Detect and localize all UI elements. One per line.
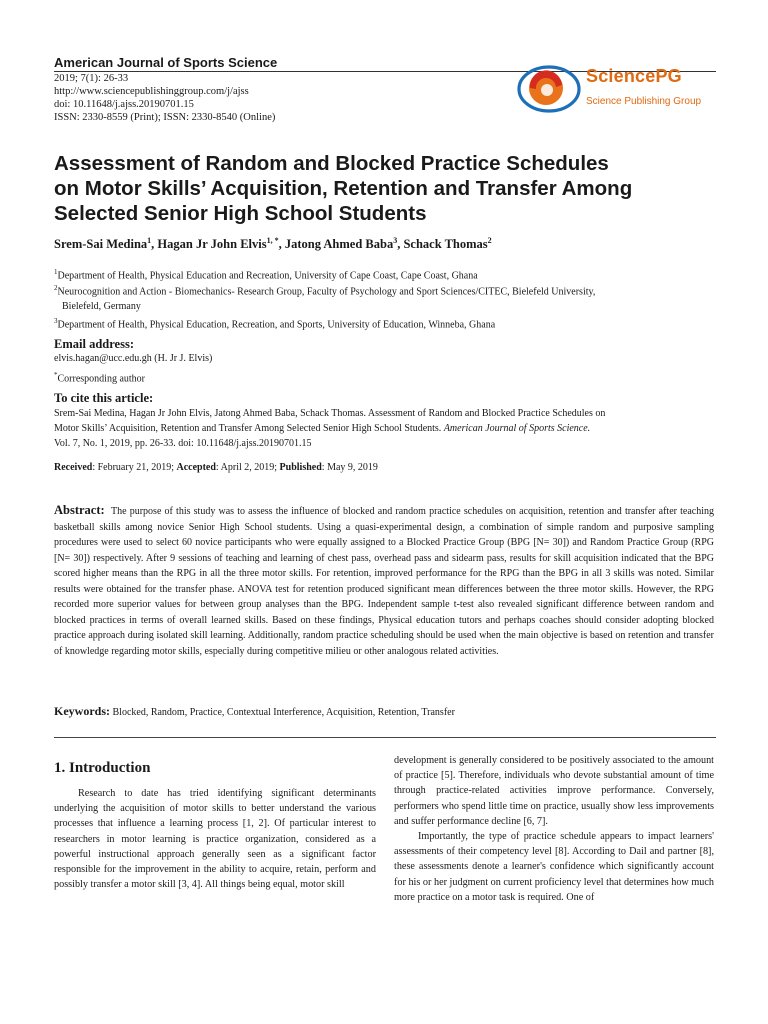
abstract-label: Abstract: [54, 503, 105, 517]
citation-journal: American Journal of Sports Science. [443, 423, 591, 434]
author-name: Srem-Sai Medina [54, 237, 148, 252]
corresponding-sup: * [54, 371, 58, 379]
journal-title: American Journal of Sports Science [54, 55, 278, 70]
published-label: Published [279, 462, 322, 473]
title-line-2: on Motor Skills’ Acquisition, Retention and Transfer Among [54, 177, 633, 200]
intro-paragraph: development is generally considered to be positively associated to the amount of practice [5]. Therefore, individuals who devote substantial amount of time through practice-related activities improve performance. Conversely, performers who spend little time on practice, usually show less improvements and suffer performance decline [6, 7]. [394, 755, 714, 827]
affiliation-text-cont: Bielefeld, Germany [62, 301, 141, 313]
cite-heading: To cite this article: [54, 391, 154, 405]
abstract-text: The purpose of this study was to assess the influence of blocked and random practice schedules on acquisition, retention and transfer after teaching basketball skills among novice Senior High School students. Using a quasi-experimental design, a combination of simple random and purposive sampling procedures were used to select 60 novice participants who were equally assigned to a Blocked Practice Group (BPG [N= 30]) and Random Practice Group (RPG [N= 30]) respectively. After 9 sessions of teaching and learning of chest pass, overhead pass and sidearm pass, results for skill acquisition indicated that the BPG scored higher means than the RPG in all the three motor skills. For retention, improved performance for the RPG than the BPG in all 3 skills was noted. Similar results were obtained for the transfer phase. ANOVA test for retention produced significant mean differences between the three motor skills. However, the RPG recorded more superior values for between group analyses than the BPG. Independent sample t-test also revealed significant difference between random and blocked practices in terms of overall learned skills. Based on these findings, Physical education tutors and perhaps coaches should consider adopting blocked practice approach during isolated skill learning. Additionally, random practice scheduling should be used when the main objective is based on retention and transfer of knowledge regarding motor skills, especially during competitive milieu or other analogous related activities. [54, 506, 714, 657]
corresponding-text: Corresponding author [57, 373, 145, 385]
keywords-label: Keywords: [54, 704, 110, 718]
published-date: : May 9, 2019 [321, 462, 378, 473]
accepted-date: : April 2, 2019; [215, 462, 280, 473]
citation-line-2 [54, 421, 714, 436]
affiliation-2 [54, 281, 704, 314]
author-name: Jatong Ahmed Baba [284, 237, 394, 252]
intro-left-column [54, 786, 376, 892]
affiliation-text: Department of Health, Physical Education and Recreation, University of Cape Coast, Cape Coast, Ghana [57, 270, 478, 282]
abstract [54, 503, 714, 659]
author-name: Hagan Jr John Elvis [157, 237, 267, 252]
volume-pages: 2019; 7(1): 26-33 [54, 73, 129, 84]
author-sep: , [397, 237, 404, 252]
corresponding-author [54, 368, 714, 386]
intro-paragraph: Importantly, the type of practice schedule appears to impact learners' assessments of their competency level [8]. According to Dail and partner [8], these assessments denote a learner's confidence which significantly account for his or her judgment on current proficiency level that determines how much more practice on a motor task is required. One of [394, 831, 714, 903]
title-line-3: Selected Senior High School Students [54, 202, 427, 225]
affiliation-sup: 3 [54, 317, 58, 325]
logo-brand: SciencePG [586, 66, 682, 86]
affiliation-sup: 2 [54, 284, 58, 292]
citation-line-1: Srem-Sai Medina, Hagan Jr John Elvis, Jatong Ahmed Baba, Schack Thomas. Assessment of Random and Blocked Practice Schedules on [54, 408, 606, 419]
received-label: Received [54, 462, 93, 473]
affiliation-text: Department of Health, Physical Education, Recreation, and Sports, University of Education, Winneba, Ghana [57, 319, 496, 331]
received-date: : February 21, 2019; [92, 462, 177, 473]
affiliation-text: Neurocognition and Action - Biomechanics- Research Group, Faculty of Psychology and Sport Sciences/CITEC, Bielefeld University, [57, 286, 596, 298]
citation-plain: Motor Skills’ Acquisition, Retention and Transfer Among Selected Senior High School Students. [54, 423, 444, 434]
intro-paragraph: Research to date has tried identifying significant determinants underlying the acquisition of motor skills to better understand the various processes that influence a learning process [1, 2]. Of particular interest to researchers in motor learning is practice organization, considered as a powerful instructional approach generally seen as a significant factor responsible for the improvement in the ability to acquire, retain, perform and possibly transfer a motor skill [3, 4]. All things being equal, motor skill [54, 788, 376, 891]
author-sep: , [151, 237, 158, 252]
article-dates [54, 462, 378, 473]
author-name: Schack Thomas [403, 237, 488, 252]
title-line-1: Assessment of Random and Blocked Practice Schedules [54, 152, 609, 175]
logo-subtitle: Science Publishing Group [586, 96, 702, 107]
accepted-label: Accepted [176, 462, 216, 473]
author-list [54, 236, 492, 252]
affiliation-3 [54, 314, 704, 332]
author-sup: 1, * [266, 236, 279, 245]
issn: ISSN: 2330-8559 (Print); ISSN: 2330-8540 (Online) [54, 112, 276, 123]
author-sup: 1 [147, 236, 152, 245]
author-sup: 2 [487, 236, 492, 245]
journal-url[interactable]: http://www.sciencepublishinggroup.com/j/ajss [54, 86, 249, 97]
article-title [54, 151, 734, 226]
citation [54, 406, 714, 451]
author-sup: 3 [393, 236, 398, 245]
email-address[interactable]: elvis.hagan@ucc.edu.gh (H. Jr J. Elvis) [54, 353, 213, 364]
keywords [54, 704, 455, 719]
section-rule [54, 737, 716, 738]
email-heading: Email address: [54, 337, 134, 351]
intro-right-column [394, 753, 714, 905]
citation-line-3: Vol. 7, No. 1, 2019, pp. 26-33. doi: 10.11648/j.ajss.20190701.15 [54, 438, 312, 449]
author-sep: , [278, 237, 285, 252]
keywords-text: Blocked, Random, Practice, Contextual Interference, Acquisition, Retention, Transfer [112, 707, 455, 718]
doi[interactable]: doi: 10.11648/j.ajss.20190701.15 [54, 99, 194, 110]
affiliation-sup: 1 [54, 268, 58, 276]
intro-heading: 1. Introduction [54, 760, 151, 776]
